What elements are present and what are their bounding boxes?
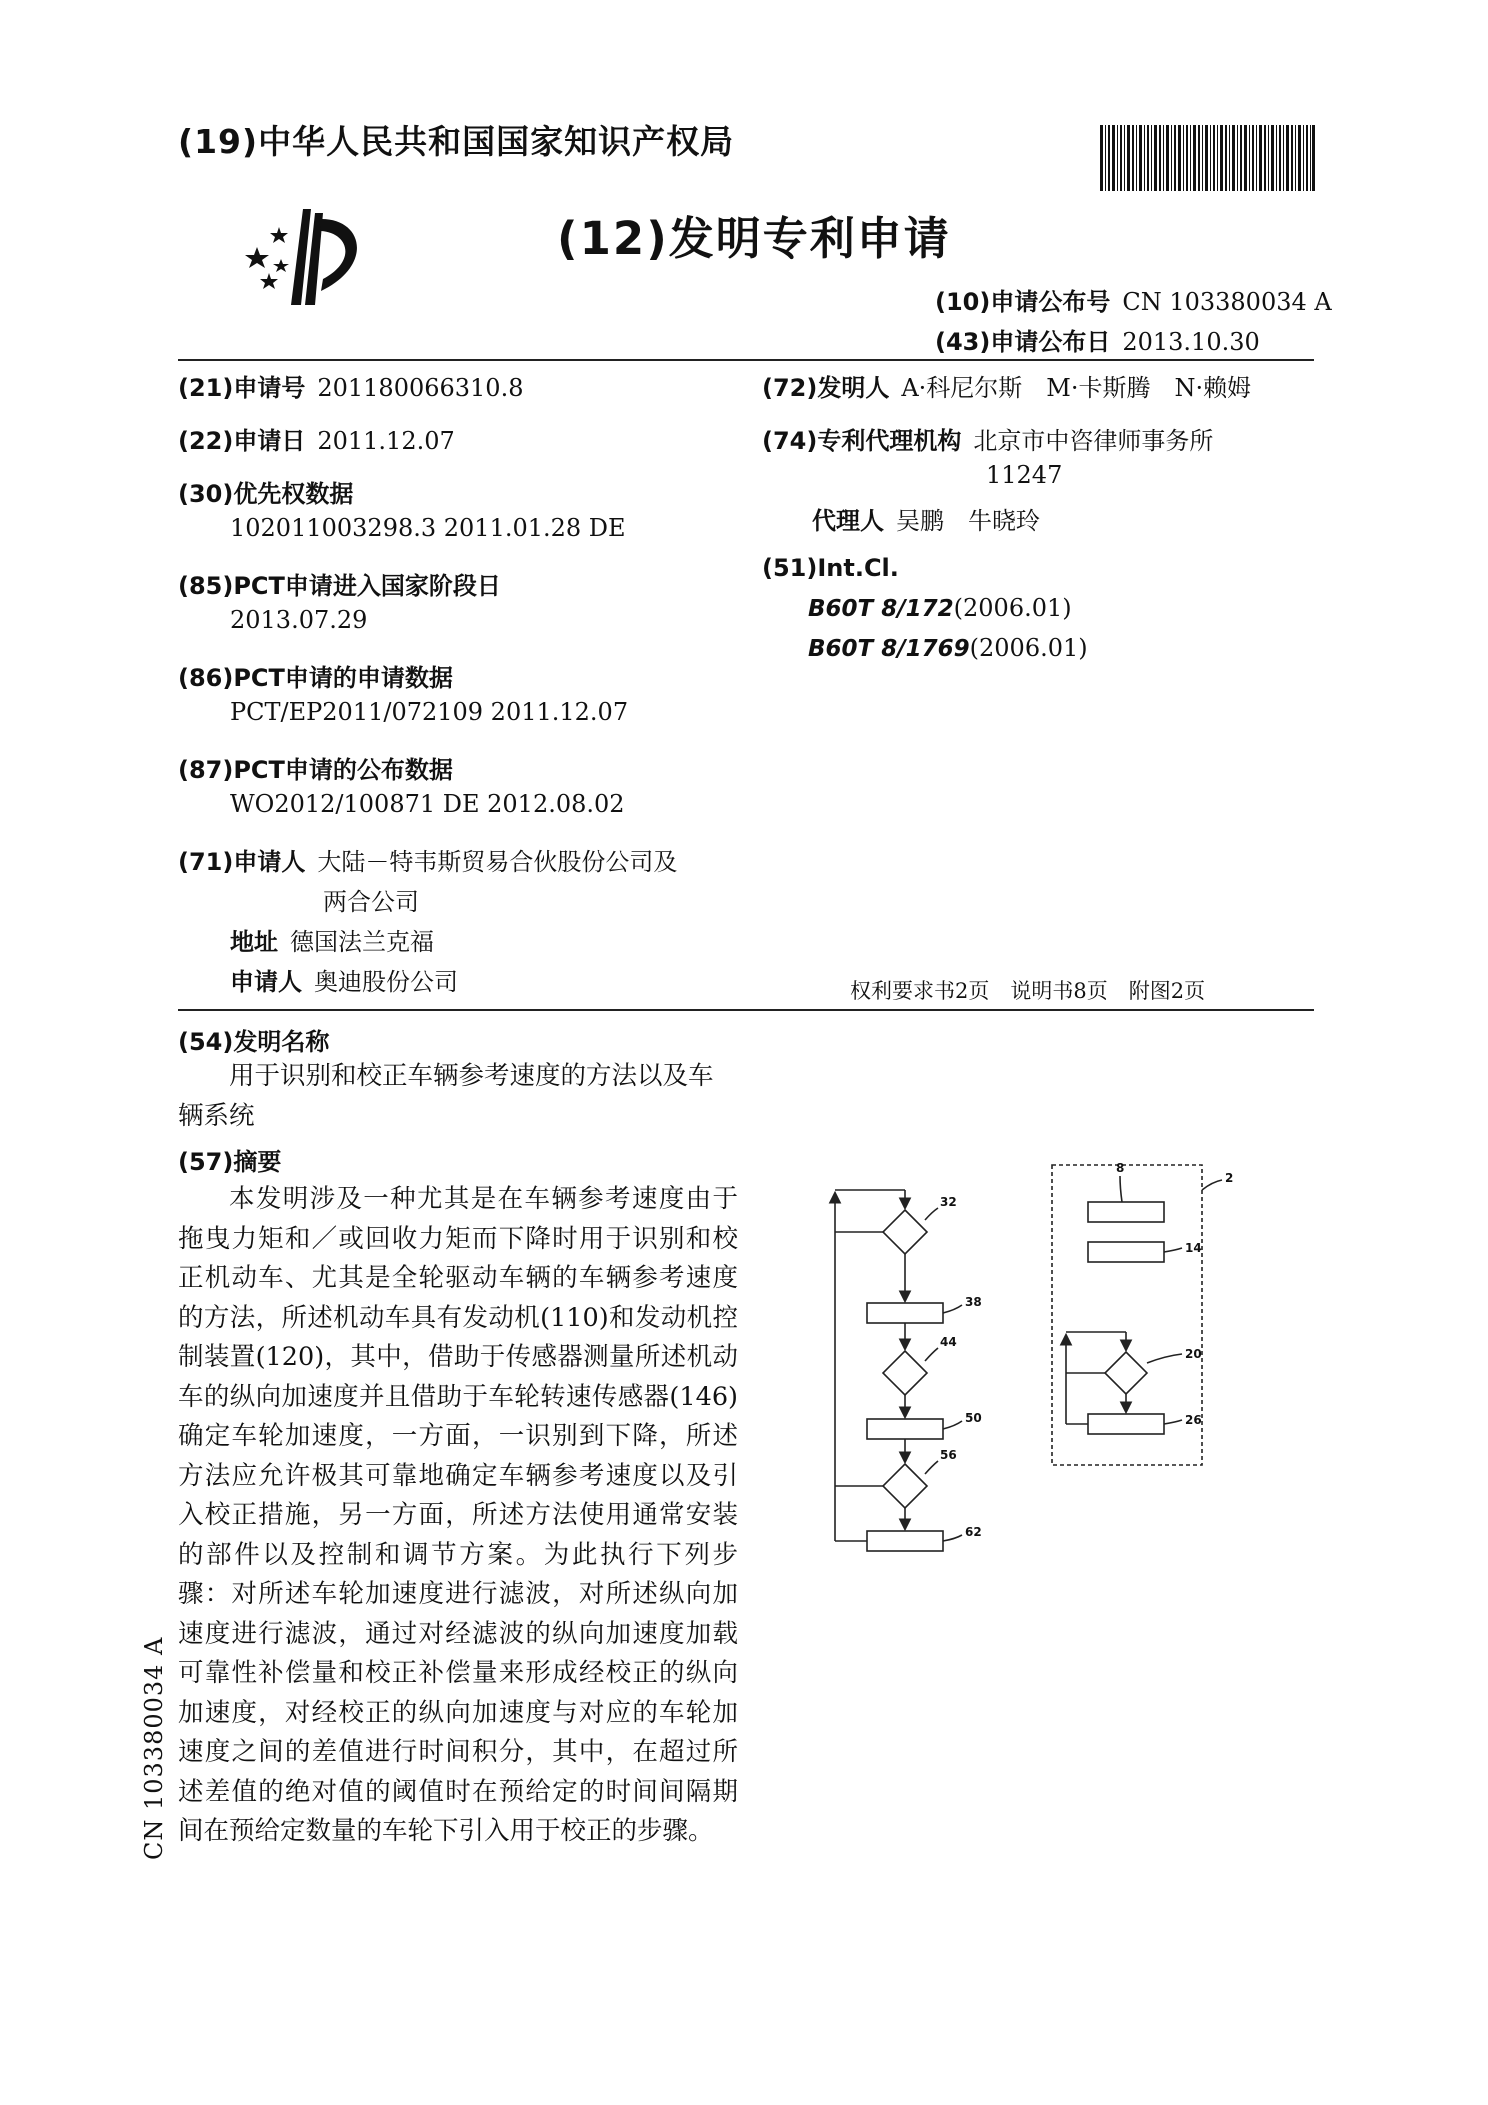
abstract-text: 本发明涉及一种尤其是在车辆参考速度由于拖曳力矩和／或回收力矩而下降时用于识别和校正机动车、尤其是全轮驱动车辆的车辆参考速度的方法，所述机动车具有发动机(110)和发动机控制装置(120)，其中，借助于传感器测量所述机动车的纵向加速度并且借助于车轮转速传感器(146)确定车轮加速度，一方面，一识别到下降，所述方法应允许极其可靠地确定车辆参考速度以及引入校正措施，另一方面，所述方法使用通常安装的部件以及控制和调节方案。为此执行下列步骤：对所述车轮加速度进行滤波，对所述纵向加速度进行滤波，通过对经滤波的纵向加速度加载可靠性补偿量和校正补偿量来形成经校正的纵向加速度，对经校正的纵向加速度与对应的车轮加速度之间的差值进行时间积分，其中，在超过所述差值的绝对值的阈值时在预给定的时间间隔期间在预给定数量的车轮下引入用于校正的步骤。 bbox=[178, 1184, 738, 1846]
patent-agency-code: 11247 bbox=[986, 461, 1063, 489]
process-box-62 bbox=[867, 1531, 943, 1551]
process-box-50 bbox=[867, 1419, 943, 1439]
agents-label: 代理人 bbox=[812, 507, 884, 535]
publication-number-value: CN 103380034 A bbox=[1122, 288, 1332, 316]
priority-value: 102011003298.3 2011.01.28 DE bbox=[230, 514, 626, 542]
leader-line bbox=[1147, 1354, 1182, 1363]
classification-1-version: (2006.01) bbox=[953, 594, 1072, 622]
leader-line bbox=[1202, 1180, 1222, 1190]
invention-title-label bbox=[178, 1022, 329, 1057]
ref-label-20: 20 bbox=[1185, 1347, 1202, 1361]
patent-office-logo bbox=[245, 205, 385, 315]
ref-label-14: 14 bbox=[1185, 1241, 1202, 1255]
leader-line bbox=[925, 1461, 938, 1474]
decision-diamond-32 bbox=[883, 1210, 927, 1254]
classification-1-code: B60T 8/172 bbox=[808, 596, 954, 622]
pct-application-label-text: (86)PCT申请的申请数据 bbox=[178, 664, 453, 692]
page-counts: 权利要求书2页 说明书8页 附图2页 bbox=[850, 979, 1206, 1003]
publication-date bbox=[935, 322, 1260, 357]
pct-entry-value: 2013.07.29 bbox=[230, 606, 368, 634]
block-14 bbox=[1088, 1242, 1164, 1262]
leader-line bbox=[925, 1348, 938, 1361]
ref-label-50: 50 bbox=[965, 1411, 982, 1425]
inventors bbox=[762, 368, 1251, 403]
pct-publication-value: WO2012/100871 DE 2012.08.02 bbox=[230, 790, 625, 818]
ref-label-62: 62 bbox=[965, 1525, 982, 1539]
process-box-38 bbox=[867, 1303, 943, 1323]
agents bbox=[812, 501, 1040, 536]
patent-agency bbox=[762, 421, 1213, 456]
leader-line bbox=[925, 1208, 938, 1220]
ref-label-8: 8 bbox=[1116, 1161, 1125, 1175]
pct-application-value: PCT/EP2011/072109 2011.12.07 bbox=[230, 698, 629, 726]
pct-publication-label bbox=[178, 750, 453, 785]
invention-title: 用于识别和校正车辆参考速度的方法以及车辆系统 bbox=[178, 1061, 714, 1131]
ref-label-32: 32 bbox=[940, 1195, 957, 1209]
application-number-value: 201180066310.8 bbox=[317, 374, 524, 402]
int-cl-label-text: (51)Int.Cl. bbox=[762, 554, 899, 582]
applicant-label: (71)申请人 bbox=[178, 848, 306, 876]
leader-line bbox=[943, 1535, 962, 1541]
patent-agency-label: (74)专利代理机构 bbox=[762, 427, 962, 455]
publication-date-value: 2013.10.30 bbox=[1122, 328, 1260, 356]
barcode bbox=[1100, 125, 1315, 191]
applicant-value-line1: 大陆－特韦斯贸易合伙股份公司及 bbox=[317, 848, 678, 876]
inventors-label: (72)发明人 bbox=[762, 374, 890, 402]
filing-date-label: (22)申请日 bbox=[178, 427, 306, 455]
block-8 bbox=[1088, 1202, 1164, 1222]
applicant bbox=[178, 842, 677, 877]
publication-number bbox=[935, 282, 1332, 317]
leader-line bbox=[943, 1421, 962, 1429]
pct-application-label bbox=[178, 658, 453, 693]
application-number bbox=[178, 368, 523, 403]
decision-diamond-56 bbox=[883, 1464, 927, 1508]
pct-publication-label-text: (87)PCT申请的公布数据 bbox=[178, 756, 453, 784]
classification-1 bbox=[808, 594, 1072, 622]
filing-date-value: 2011.12.07 bbox=[317, 427, 455, 455]
leader-line bbox=[943, 1305, 962, 1313]
second-applicant-value: 奥迪股份公司 bbox=[314, 968, 458, 996]
pct-entry-label bbox=[178, 566, 501, 601]
address-label: 地址 bbox=[230, 928, 278, 956]
leader-line bbox=[1164, 1420, 1182, 1424]
classification-2-version: (2006.01) bbox=[969, 634, 1088, 662]
leader-line bbox=[1120, 1176, 1122, 1202]
classification-2-code: B60T 8/1769 bbox=[808, 636, 970, 662]
document-type: (12)发明专利申请 bbox=[557, 212, 951, 265]
issuing-office: (19)中华人民共和国国家知识产权局 bbox=[178, 122, 735, 161]
ref-label-56: 56 bbox=[940, 1448, 957, 1462]
header-divider bbox=[178, 359, 1314, 361]
body-divider bbox=[178, 1009, 1314, 1011]
abstract-label bbox=[178, 1142, 281, 1177]
leader-line bbox=[1164, 1248, 1182, 1252]
ref-label-44: 44 bbox=[940, 1335, 957, 1349]
abstract-figure bbox=[820, 1150, 1260, 1570]
ref-label-2: 2 bbox=[1225, 1171, 1234, 1185]
classification-2 bbox=[808, 634, 1088, 662]
patent-agency-value: 北京市中咨律师事务所 bbox=[973, 427, 1214, 455]
publication-date-label: (43)申请公布日 bbox=[935, 328, 1111, 356]
pct-entry-label-text: (85)PCT申请进入国家阶段日 bbox=[178, 572, 501, 600]
ref-label-26: 26 bbox=[1185, 1413, 1202, 1427]
filing-date bbox=[178, 421, 455, 456]
block-26 bbox=[1088, 1414, 1164, 1434]
int-cl-label bbox=[762, 554, 899, 582]
priority-label-text: (30)优先权数据 bbox=[178, 480, 354, 508]
priority-label bbox=[178, 474, 353, 509]
inventors-value: A·科尼尔斯 M·卡斯腾 N·赖姆 bbox=[901, 374, 1252, 402]
publication-number-label: (10)申请公布号 bbox=[935, 288, 1111, 316]
invention-title-label-text: (54)发明名称 bbox=[178, 1028, 330, 1056]
applicant-value-line2: 两合公司 bbox=[323, 888, 419, 916]
application-number-label: (21)申请号 bbox=[178, 374, 306, 402]
second-applicant bbox=[230, 962, 458, 997]
decision-diamond-44 bbox=[883, 1351, 927, 1395]
decision-diamond-20 bbox=[1105, 1352, 1147, 1394]
abstract-label-text: (57)摘要 bbox=[178, 1148, 282, 1176]
side-publication-number: CN 103380034 A bbox=[140, 1636, 168, 1860]
address-value: 德国法兰克福 bbox=[290, 928, 434, 956]
agents-value: 吴鹏 牛晓玲 bbox=[896, 507, 1040, 535]
ref-label-38: 38 bbox=[965, 1295, 982, 1309]
address bbox=[230, 922, 434, 957]
second-applicant-label: 申请人 bbox=[230, 968, 302, 996]
